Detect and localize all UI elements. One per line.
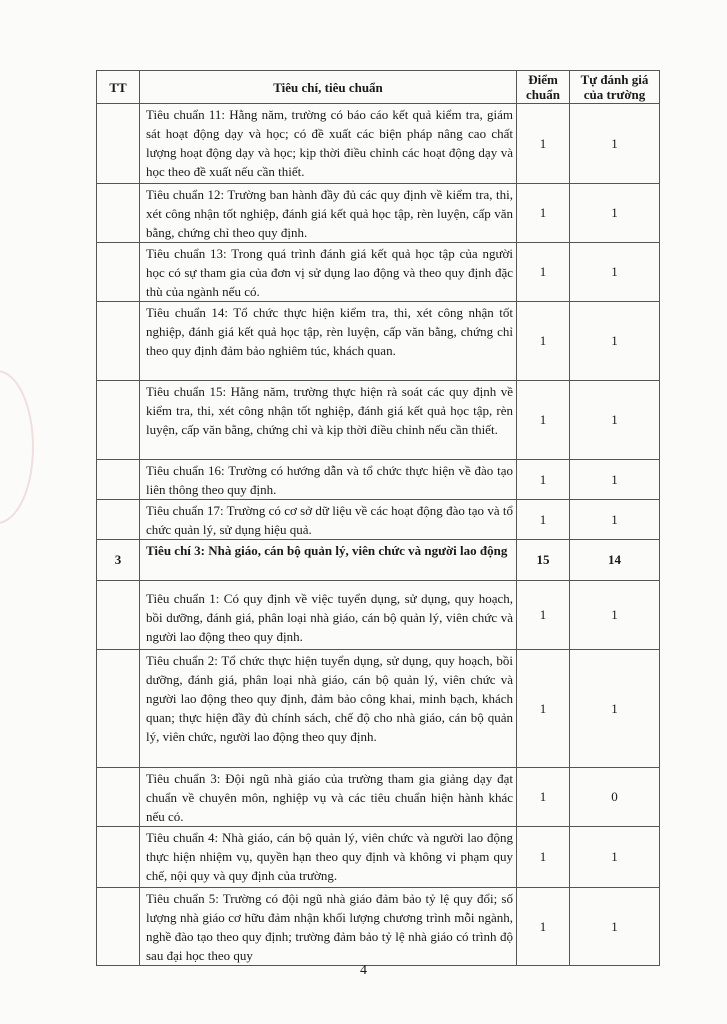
standard-points: 1 [517,500,570,540]
row-number [97,500,140,540]
row-number [97,104,140,184]
table-row [97,243,660,302]
row-number [97,768,140,827]
self-score: 1 [570,581,660,650]
criterion-text: Tiêu chuẩn 1: Có quy định về việc tuyển dụng, sử dụng, quy hoạch, bồi dưỡng, đánh giá, phân loại nhà giáo, cán bộ quản lý, viên chức và người lao động theo quy định. [140,581,517,650]
self-score: 1 [570,827,660,888]
table-row [97,104,660,184]
row-number [97,888,140,966]
table-row [97,460,660,500]
self-score: 1 [570,302,660,381]
self-score: 1 [570,888,660,966]
faded-stamp [0,370,34,524]
standard-points: 1 [517,302,570,381]
self-score: 1 [570,650,660,768]
header-self-line1: Tự đánh giá [580,72,649,87]
header-tt: TT [97,71,140,104]
row-number [97,302,140,381]
standard-points: 1 [517,768,570,827]
row-number [97,581,140,650]
row-number [97,243,140,302]
table-row [97,650,660,768]
standard-points: 1 [517,243,570,302]
header-criteria: Tiêu chí, tiêu chuẩn [140,71,517,104]
table-row [97,768,660,827]
row-number [97,827,140,888]
row-number [97,650,140,768]
self-score: 0 [570,768,660,827]
header-self-assessment [570,71,660,104]
row-number: 3 [97,540,140,581]
table-row [97,500,660,540]
standard-points: 1 [517,888,570,966]
row-number [97,184,140,243]
table-row [97,184,660,243]
standard-points: 1 [517,460,570,500]
header-points-line1: Điểm [528,72,558,87]
criterion-text: Tiêu chuẩn 15: Hằng năm, trường thực hiện rà soát các quy định về kiểm tra, thi, xét công nhận tốt nghiệp, đánh giá kết quả học tập, rèn luyện, cấp văn bằng, chứng chỉ và kịp thời điều chỉnh nếu cần thiết. [140,381,517,460]
self-score: 1 [570,500,660,540]
table-row-criterion-heading [97,540,660,581]
criterion-text: Tiêu chuẩn 4: Nhà giáo, cán bộ quản lý, viên chức và người lao động thực hiện nhiệm vụ, quyền hạn theo quy định và không vi phạm quy chế, nội quy và quy định của trường. [140,827,517,888]
criterion-text: Tiêu chuẩn 14: Tổ chức thực hiện kiểm tra, thi, xét công nhận tốt nghiệp, đánh giá kết quả học tập, rèn luyện, cấp văn bằng, chứng chỉ theo quy định đảm bảo nghiêm túc, khách quan. [140,302,517,381]
standard-points: 1 [517,381,570,460]
self-score: 14 [570,540,660,581]
criterion-text: Tiêu chuẩn 5: Trường có đội ngũ nhà giáo đảm bảo tỷ lệ quy đổi; số lượng nhà giáo cơ hữu đảm nhận khối lượng chương trình mỗi ngành, nghề đào tạo theo quy định; trường đảm bảo tỷ lệ nhà giáo có trình độ sau đại học theo quy [140,888,517,966]
table-row [97,581,660,650]
criterion-text: Tiêu chuẩn 12: Trường ban hành đầy đủ các quy định về kiểm tra, thi, xét công nhận tốt nghiệp, đánh giá kết quả học tập, rèn luyện, cấp văn bằng, chứng chỉ theo quy định. [140,184,517,243]
standard-points: 15 [517,540,570,581]
standard-points: 1 [517,650,570,768]
row-number [97,460,140,500]
table-body [97,104,660,966]
self-score: 1 [570,460,660,500]
criterion-text: Tiêu chuẩn 17: Trường có cơ sở dữ liệu về các hoạt động đào tạo và tổ chức quản lý, sử dụng hiệu quả. [140,500,517,540]
page-number: 4 [360,963,367,978]
table-row [97,302,660,381]
criterion-heading: Tiêu chí 3: Nhà giáo, cán bộ quản lý, viên chức và người lao động [140,540,517,581]
criterion-text: Tiêu chuẩn 16: Trường có hướng dẫn và tổ chức thực hiện về đào tạo liên thông theo quy định. [140,460,517,500]
self-score: 1 [570,243,660,302]
standard-points: 1 [517,581,570,650]
criterion-text: Tiêu chuẩn 3: Đội ngũ nhà giáo của trường tham gia giảng dạy đạt chuẩn về chuyên môn, nghiệp vụ và các tiêu chuẩn hiện hành khác nếu có. [140,768,517,827]
self-score: 1 [570,381,660,460]
criterion-text: Tiêu chuẩn 13: Trong quá trình đánh giá kết quả học tập của người học có sự tham gia của đơn vị sử dụng lao động và theo quy định đặc thù của ngành nếu có. [140,243,517,302]
criteria-table [96,70,660,966]
table-row [97,381,660,460]
header-self-line2: của trường [583,87,646,102]
self-score: 1 [570,104,660,184]
row-number [97,381,140,460]
standard-points: 1 [517,827,570,888]
table-row [97,888,660,966]
self-score: 1 [570,184,660,243]
criterion-text: Tiêu chuẩn 11: Hằng năm, trường có báo cáo kết quả kiểm tra, giám sát hoạt động dạy và học; có đề xuất các biện pháp nâng cao chất lượng hoạt động dạy và học; kịp thời điều chỉnh các hoạt động dạy và học theo đề xuất nếu cần thiết. [140,104,517,184]
header-points-line2: chuẩn [526,87,560,102]
criterion-text: Tiêu chuẩn 2: Tổ chức thực hiện tuyển dụng, sử dụng, quy hoạch, bồi dưỡng, đánh giá, phân loại nhà giáo, cán bộ quản lý, viên chức và người lao động theo quy định, đảm bảo công khai, minh bạch, khách quan; thực hiện đầy đủ chính sách, chế độ cho nhà giáo, cán bộ quản lý, viên chức, người lao động theo quy định. [140,650,517,768]
table-row [97,827,660,888]
standard-points: 1 [517,184,570,243]
standard-points: 1 [517,104,570,184]
header-points [517,71,570,104]
table-header [97,71,660,104]
